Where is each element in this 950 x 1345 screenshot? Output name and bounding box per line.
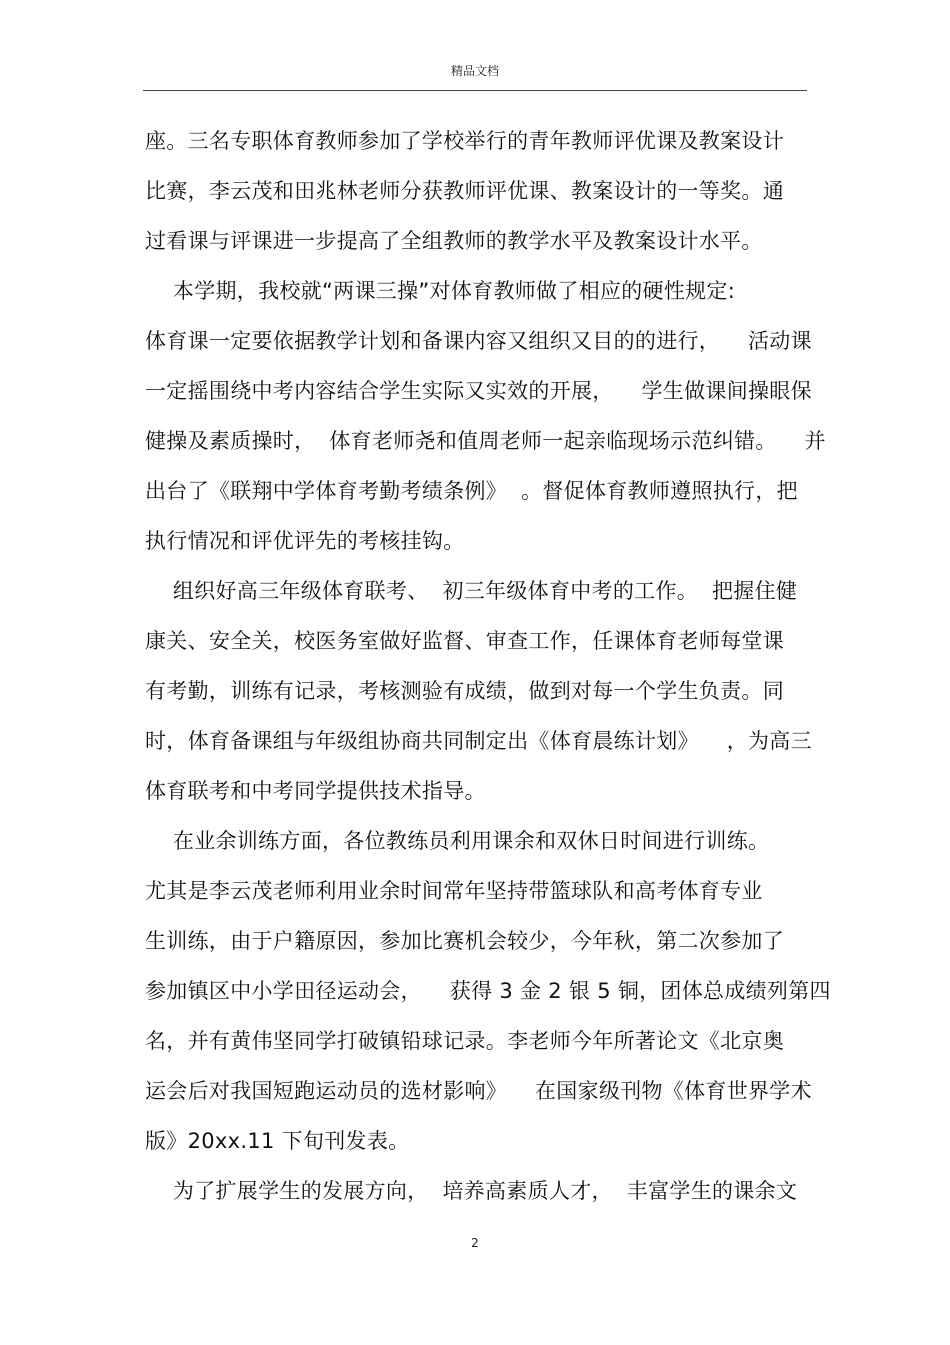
text-line: 有考勤，训练有记录，考核测验有成绩，做到对每一个学生负责。同 xyxy=(145,679,784,703)
text-line: 出台了《联翔中学体育考勤考绩条例》 。督促体育教师遵照执行，把 xyxy=(145,479,798,503)
text-line: 健操及素质操时， 体育老师尧和值周老师一起亲临现场示范纠错。 并 xyxy=(145,429,826,453)
text-line: 比赛，李云茂和田兆林老师分获教师评优课、教案设计的一等奖。通 xyxy=(145,179,784,203)
text-line: 康关、安全关，校医务室做好监督、审查工作，任课体育老师每堂课 xyxy=(145,629,784,653)
text-line: 运会后对我国短跑运动员的选材影响》 在国家级刊物《体育世界学术 xyxy=(145,1079,812,1103)
text-line: 执行情况和评优评先的考核挂钩。 xyxy=(145,529,465,553)
text-line: 过看课与评课进一步提高了全组教师的教学水平及教案设计水平。 xyxy=(145,229,763,253)
text-line: 名，并有黄伟坚同学打破镇铅球记录。李老师今年所著论文《北京奥 xyxy=(145,1029,784,1053)
page-header: 精品文档 xyxy=(450,64,499,78)
text-line: 一定摇围绕中考内容结合学生实际又实效的开展， 学生做课间操眼保 xyxy=(145,379,812,403)
text-line: 体育联考和中考同学提供技术指导。 xyxy=(145,779,486,803)
header-divider xyxy=(143,90,807,91)
text-line: 为了扩展学生的发展方向， 培养高素质人才， 丰富学生的课余文 xyxy=(145,1179,798,1203)
page-number: 2 xyxy=(471,1236,479,1250)
text-line: 座。三名专职体育教师参加了学校举行的青年教师评优课及教案设计 xyxy=(145,129,784,153)
text-line: 参加镇区中小学田径运动会， 获得 3 金 2 银 5 铜，团体总成绩列第四 xyxy=(145,979,831,1003)
text-line: 在业余训练方面，各位教练员利用课余和双休日时间进行训练。 xyxy=(145,829,770,853)
text-line: 本学期，我校就“两课三操”对体育教师做了相应的硬性规定: xyxy=(145,279,736,303)
text-line: 生训练，由于户籍原因，参加比赛机会较少，今年秋，第二次参加了 xyxy=(145,929,784,953)
text-line: 组织好高三年级体育联考、 初三年级体育中考的工作。 把握住健 xyxy=(145,579,798,603)
text-line: 尤其是李云茂老师利用业余时间常年坚持带篮球队和高考体育专业 xyxy=(145,879,763,903)
text-line: 版》20xx.11 下旬刊发表。 xyxy=(145,1129,410,1153)
text-line: 体育课一定要依据教学计划和备课内容又组织又目的的进行， 活动课 xyxy=(145,329,812,353)
text-line: 时，体育备课组与年级组协商共同制定出《体育晨练计划》 ，为高三 xyxy=(145,729,812,753)
